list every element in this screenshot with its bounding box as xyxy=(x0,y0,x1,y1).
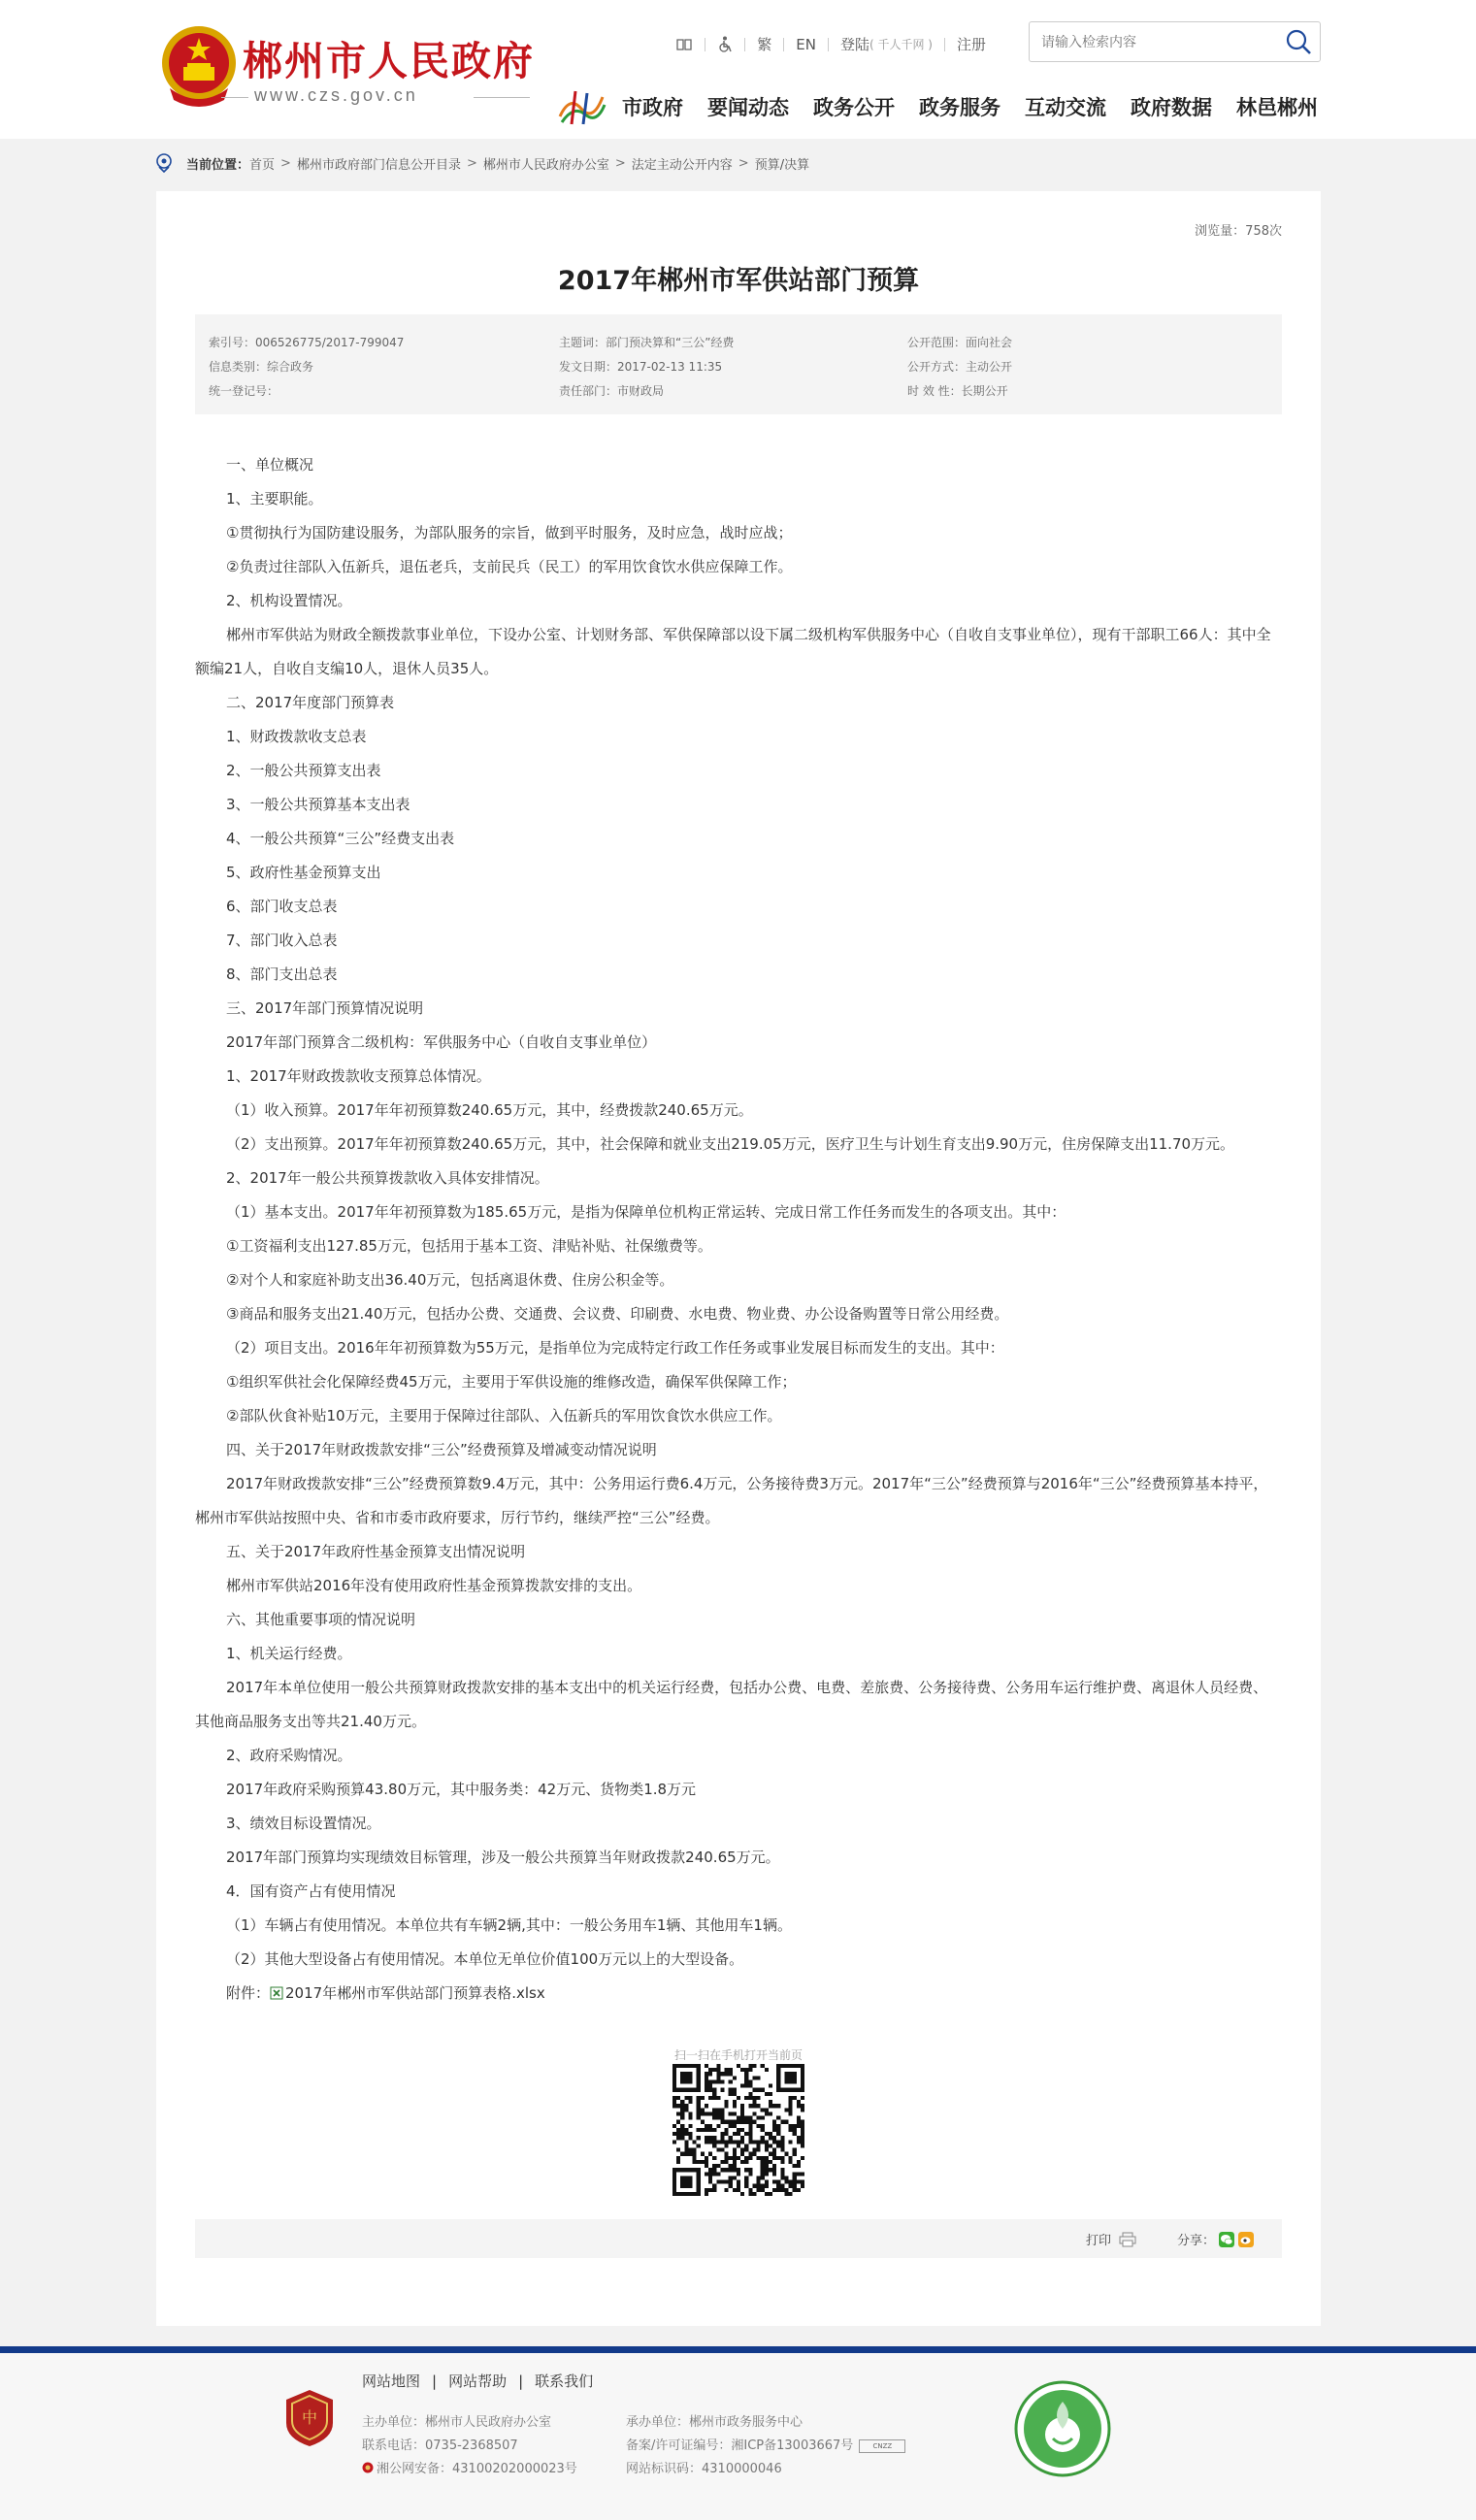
share-label: 分享： xyxy=(1177,2234,1216,2248)
breadcrumb-budget[interactable]: 预算/决算 xyxy=(754,157,810,173)
traditional-chinese-link[interactable]: 繁 xyxy=(757,36,772,53)
article-paragraph: 5、政府性基金预算支出 xyxy=(226,864,381,881)
article-paragraph: ②部队伙食补贴10万元，主要用于保障过往部队、入伍新兵的军用饮食饮水供应工作。 xyxy=(226,1407,782,1424)
meta-subject: 主题词：部门预决算和“三公”经费 xyxy=(559,336,735,349)
article-paragraph: 2017年本单位使用一般公共预算财政拨款安排的基本支出中的机关运行经费，包括办公费、电费、差旅费、公务接待费、公务用车运行维护费、离退休人员经费、其他商品服务支出等共21.40万元。 xyxy=(195,1679,1268,1730)
article-paragraph: 六、其他重要事项的情况说明 xyxy=(226,1611,416,1628)
article-paragraph: （1）基本支出。2017年年初预算数为185.65万元，是指为保障单位机构正常运转、完成日常工作任务而发生的各项支出。其中： xyxy=(226,1203,1066,1221)
breadcrumb-separator: > xyxy=(738,155,749,171)
printer-icon xyxy=(1119,2232,1136,2247)
meta-unified-code: 统一登记号： xyxy=(209,384,279,398)
article-paragraph: 四、关于2017年财政拨款安排“三公”经费预算及增减变动情况说明 xyxy=(226,1441,657,1458)
footer-info-right xyxy=(626,2411,905,2481)
nav-news[interactable]: 要闻动态 xyxy=(707,96,789,119)
breadcrumb-directory[interactable]: 郴州市政府部门信息公开目录 xyxy=(296,157,461,173)
wheelchair-icon[interactable] xyxy=(717,36,733,53)
qr-code-icon xyxy=(672,2064,804,2196)
article-paragraph: 6、部门收支总表 xyxy=(226,898,338,915)
meta-category: 信息类别：综合政务 xyxy=(209,360,314,374)
meta-department: 责任部门：市财政局 xyxy=(559,384,665,398)
footer-links xyxy=(362,2371,593,2391)
article-paragraph: （1）车辆占有使用情况。本单位共有车辆2辆,其中：一般公务用车1辆、其他用车1辆。 xyxy=(226,1916,792,1934)
main-nav xyxy=(556,87,1318,126)
print-button[interactable] xyxy=(1086,2230,1136,2248)
article-paragraph: ①组织军供社会化保障经费45万元，主要用于军供设施的维修改造，确保军供保障工作； xyxy=(226,1373,797,1391)
site-footer xyxy=(0,2353,1476,2520)
site-url: www.czs.gov.cn xyxy=(254,85,418,105)
breadcrumb-office[interactable]: 郴州市人民政府办公室 xyxy=(482,157,609,173)
meta-publish-date: 发文日期：2017-02-13 11:35 xyxy=(559,360,723,374)
login-label: 登陆 xyxy=(839,36,869,53)
article-paragraph: 1、主要职能。 xyxy=(226,490,323,507)
share-group xyxy=(1177,2230,1254,2248)
article-paragraph: （2）项目支出。2016年年初预算数为55万元，是指单位为完成特定行政工作任务或事业发展目标而发生的支出。其中： xyxy=(226,1339,1004,1357)
location-pin-icon xyxy=(155,153,173,173)
article-body xyxy=(195,448,1282,2011)
attachment-line xyxy=(195,1977,1282,2011)
meta-index-no: 索引号：006526775/2017-799047 xyxy=(209,336,405,349)
print-label: 打印 xyxy=(1086,2234,1112,2248)
divider xyxy=(783,38,784,51)
article-paragraph: 三、2017年部门预算情况说明 xyxy=(226,999,424,1017)
footer-link-separator: | xyxy=(432,2372,438,2390)
article-paragraph: （2）支出预算。2017年年初预算数240.65万元，其中，社会保障和就业支出219.05万元，医疗卫生与计划生育支出9.90万元，住房保障支出11.70万元。 xyxy=(226,1135,1235,1153)
breadcrumb-statutory-content[interactable]: 法定主动公开内容 xyxy=(631,157,733,173)
svg-text:中: 中 xyxy=(301,2408,318,2427)
article-paragraph: 1、财政拨款收支总表 xyxy=(226,728,367,745)
footer-link-contact[interactable]: 联系我们 xyxy=(535,2373,594,2390)
divider xyxy=(221,97,248,98)
nav-government-data[interactable]: 政府数据 xyxy=(1131,96,1212,119)
footer-police-record[interactable] xyxy=(362,2458,577,2481)
article-paragraph: 一、单位概况 xyxy=(226,456,314,474)
breadcrumb xyxy=(155,153,809,173)
footer-info-left xyxy=(362,2411,577,2481)
cnzz-badge[interactable]: CNZZ xyxy=(859,2439,905,2453)
article-paragraph: ①贯彻执行为国防建设服务，为部队服务的宗旨，做到平时服务，及时应急，战时应战； xyxy=(226,524,793,541)
breadcrumb-label: 当前位置： xyxy=(186,157,250,173)
article-paragraph: （1）收入预算。2017年年初预算数240.65万元，其中，经费拨款240.65万元。 xyxy=(226,1101,753,1119)
article-paragraph: 4、一般公共预算“三公”经费支出表 xyxy=(226,830,455,847)
lin-yi-logo-icon xyxy=(556,87,607,126)
article-paragraph: ①工资福利支出127.85万元，包括用于基本工资、津贴补贴、社保缴费等。 xyxy=(226,1237,712,1255)
divider xyxy=(944,38,945,51)
article-paragraph: （2）其他大型设备占有使用情况。本单位无单位价值100万元以上的大型设备。 xyxy=(226,1950,744,1968)
article-paragraph: 2017年部门预算含二级机构：军供服务中心（自收自支事业单位） xyxy=(226,1033,657,1051)
divider xyxy=(828,38,829,51)
article-paragraph: 2、2017年一般公共预算拨款收入具体安排情况。 xyxy=(226,1169,549,1187)
divider xyxy=(744,38,745,51)
footer-link-help[interactable]: 网站帮助 xyxy=(448,2373,508,2390)
breadcrumb-separator: > xyxy=(614,155,626,171)
party-government-badge-icon[interactable] xyxy=(284,2388,335,2448)
meta-scope: 公开范围：面向社会 xyxy=(907,336,1013,349)
nav-government-services[interactable]: 政务服务 xyxy=(919,96,1000,119)
footer-icp[interactable] xyxy=(626,2435,905,2458)
article-paragraph: 7、部门收入总表 xyxy=(226,932,338,949)
login-link[interactable] xyxy=(840,34,933,54)
site-header xyxy=(0,0,1476,139)
login-sub-label: ( 千人千网 ) xyxy=(869,38,933,51)
footer-phone: 联系电话：0735-2368507 xyxy=(362,2438,518,2453)
view-count: 浏览量：758次 xyxy=(1195,224,1282,239)
footer-icp-text: 备案/许可证编号：湘ICP备13003667号 xyxy=(626,2438,854,2453)
accessibility-icon[interactable] xyxy=(675,37,693,52)
search-input[interactable] xyxy=(1039,30,1266,55)
attachment-label: 附件： xyxy=(226,1984,271,2002)
wechat-share-icon[interactable] xyxy=(1219,2232,1234,2247)
article-paragraph: 郴州市军供站为财政全额拨款事业单位，下设办公室、计划财务部、军供保障部以设下属二级机构军供服务中心（自收自支事业单位），现有干部职工66人：其中全额编21人，自收自支编10人，退休人员35人。 xyxy=(195,626,1271,677)
footer-police-text: 湘公网安备：43100202000023号 xyxy=(377,2462,577,2476)
nav-city-government[interactable]: 市政府 xyxy=(622,96,683,119)
civilized-website-badge-icon[interactable] xyxy=(1014,2380,1111,2477)
article-paragraph: 五、关于2017年政府性基金预算支出情况说明 xyxy=(226,1543,526,1560)
article-paragraph: 二、2017年度部门预算表 xyxy=(226,694,395,711)
top-utility-links xyxy=(675,34,986,54)
article-paragraph: ②对个人和家庭补助支出36.40万元，包括离退休费、住房公积金等。 xyxy=(226,1271,674,1289)
article-paragraph: 2、机构设置情况。 xyxy=(226,592,352,609)
article-paragraph: 2017年部门预算均实现绩效目标管理，涉及一般公共预算当年财政拨款240.65万元。 xyxy=(226,1849,780,1866)
footer-site-code: 网站标识码：4310000046 xyxy=(626,2462,782,2476)
weibo-share-icon[interactable] xyxy=(1238,2232,1254,2247)
article-paragraph: 2、一般公共预算支出表 xyxy=(226,762,381,779)
attachment-file-link[interactable]: 2017年郴州市军供站部门预算表格.xlsx xyxy=(285,1984,545,2002)
divider xyxy=(474,97,530,98)
article-paragraph: 郴州市军供站2016年没有使用政府性基金预算拨款安排的支出。 xyxy=(226,1577,642,1594)
footer-link-sitemap[interactable]: 网站地图 xyxy=(362,2373,421,2390)
article-paragraph: ③商品和服务支出21.40万元，包括办公费、交通费、会议费、印刷费、水电费、物业费、办公设备购置等日常公用经费。 xyxy=(226,1305,1009,1323)
english-link[interactable]: EN xyxy=(796,35,816,53)
nav-linyi-chenzhou[interactable]: 林邑郴州 xyxy=(1236,96,1318,119)
footer-link-separator: | xyxy=(518,2372,524,2390)
nav-interaction[interactable]: 互动交流 xyxy=(1025,96,1106,119)
article-card xyxy=(156,191,1321,2326)
article-meta-panel xyxy=(195,314,1282,414)
qr-caption: 扫一扫在手机打开当前页 xyxy=(673,2048,803,2062)
footer-sponsor: 主办单位：郴州市人民政府办公室 xyxy=(362,2415,552,2430)
article-paragraph: 8、部门支出总表 xyxy=(226,965,338,983)
article-paragraph: 3、一般公共预算基本支出表 xyxy=(226,796,410,813)
search-icon[interactable] xyxy=(1285,28,1312,55)
article-paragraph: 3、绩效目标设置情况。 xyxy=(226,1815,381,1832)
footer-top-border xyxy=(0,2346,1476,2353)
meta-method: 公开方式：主动公开 xyxy=(907,360,1013,374)
breadcrumb-separator: > xyxy=(466,155,477,171)
article-paragraph: 2017年政府采购预算43.80万元，其中服务类：42万元、货物类1.8万元 xyxy=(226,1781,697,1798)
footer-organizer: 承办单位：郴州市政务服务中心 xyxy=(626,2415,804,2430)
breadcrumb-separator: > xyxy=(280,155,291,171)
nav-government-affairs-disclosure[interactable]: 政务公开 xyxy=(813,96,895,119)
article-paragraph: 4．国有资产占有使用情况 xyxy=(226,1882,396,1900)
article-paragraph: 1、2017年财政拨款收支预算总体情况。 xyxy=(226,1067,491,1085)
article-paragraph: ②负责过往部队入伍新兵，退伍老兵，支前民兵（民工）的军用饮食饮水供应保障工作。 xyxy=(226,558,793,575)
excel-file-icon xyxy=(270,1986,283,2000)
breadcrumb-home[interactable]: 首页 xyxy=(249,157,276,173)
police-badge-icon xyxy=(362,2462,374,2473)
meta-validity: 时 效 性：长期公开 xyxy=(907,384,1008,398)
article-paragraph: 2017年财政拨款安排“三公”经费预算数9.4万元，其中：公务用运行费6.4万元，公务接待费3万元。2017年“三公”经费预算与2016年“三公”经费预算基本持平，郴州市军供站按照中央、省和市委市政府要求，厉行节约，继续严控“三公”经费。 xyxy=(195,1475,1268,1526)
share-bar xyxy=(195,2219,1282,2258)
register-link[interactable]: 注册 xyxy=(956,36,986,53)
article-paragraph: 1、机关运行经费。 xyxy=(226,1645,352,1662)
article-title: 2017年郴州市军供站部门预算 xyxy=(557,266,920,296)
site-name[interactable]: 郴州市人民政府 xyxy=(243,38,535,84)
national-emblem-icon[interactable] xyxy=(160,24,238,108)
search-box xyxy=(1029,21,1321,62)
article-paragraph: 2、政府采购情况。 xyxy=(226,1747,352,1764)
